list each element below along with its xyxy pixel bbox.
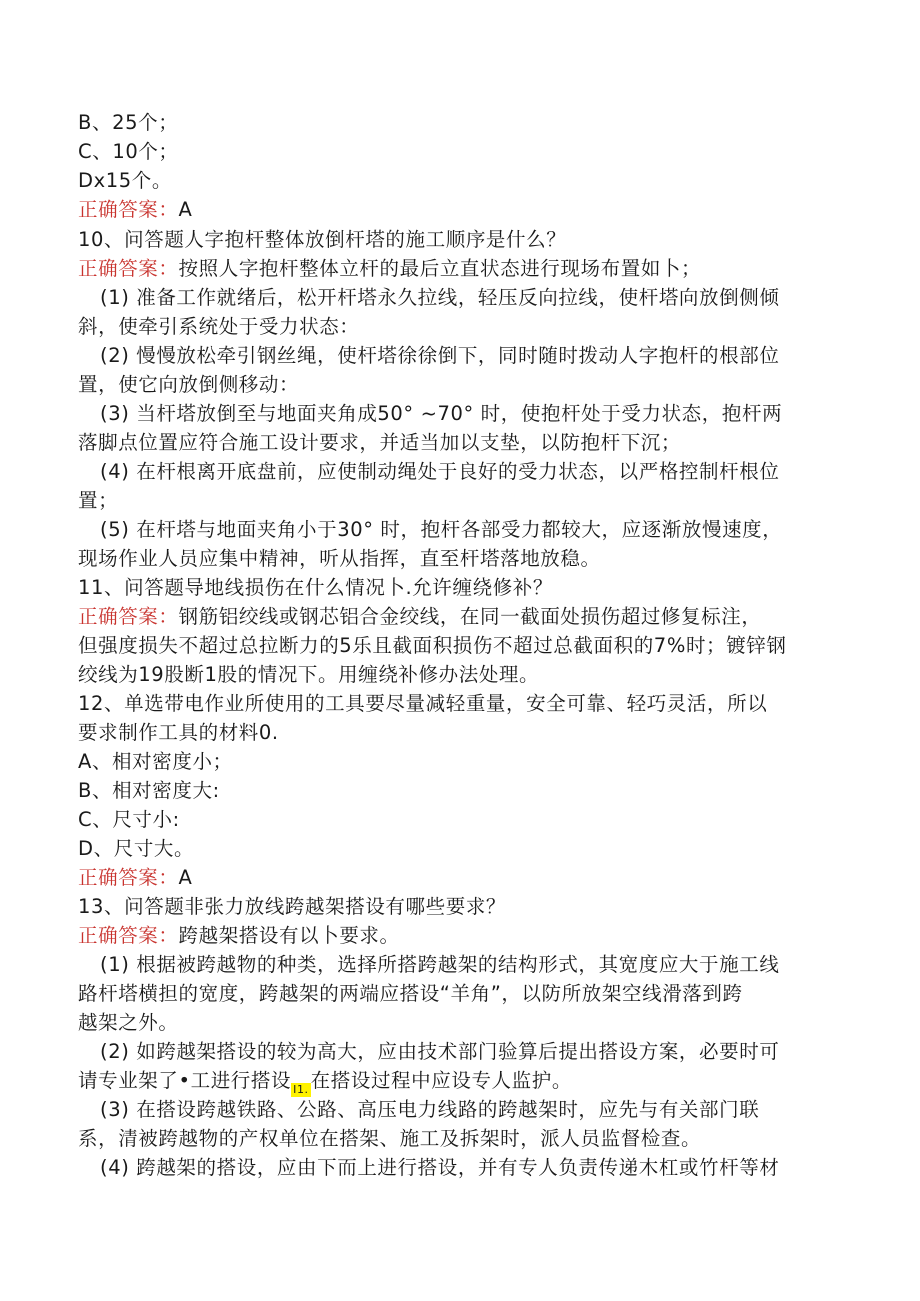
answer-step: (5) 在杆塔与地面夹角小于30° 时，抱杆各部受力都较大，应逐渐放慢速度， xyxy=(100,518,783,541)
answer-continuation: 置，使它向放倒侧移动： xyxy=(78,373,300,396)
answer-step: (1) 根据被跨越物的种类，选择所搭跨越架的结构形式，其宽度应大于施工线 xyxy=(100,953,780,976)
answer-line xyxy=(78,603,761,631)
answer-text: 按照人字抱杆整体立杆的最后立直状态进行现场布置如卜； xyxy=(178,257,702,280)
answer-continuation xyxy=(78,1067,572,1095)
answer-continuation: 斜，使牵引系统处于受力状态： xyxy=(78,315,360,338)
answer-continuation: 绞线为19股断1股的情况下。用缠绕补修办法处理。 xyxy=(78,663,540,686)
answer-step: (4) 跨越架的搭设，应由下而上进行搭设，并有专人负责传递木杠或竹杆等材 xyxy=(100,1156,780,1179)
answer-step: (4) 在杆根离开底盘前，应使制动绳处于良好的受力状态，以严格控制杆根位 xyxy=(100,460,780,483)
answer-continuation: 路杆塔横担的宽度，跨越架的两端应搭设“羊角”，以防所放架空线滑落到跨 xyxy=(78,982,743,1005)
answer-step: (2) 慢慢放松牵引钢丝绳，使杆塔徐徐倒下，同时随时拨动人字抱杆的根部位 xyxy=(100,344,780,367)
option-c: C、尺寸小: xyxy=(78,808,180,831)
option-d: Dx15个。 xyxy=(78,169,172,192)
option-c: C、10个； xyxy=(78,140,179,163)
answer-continuation: 但强度损失不超过总拉断力的5乐且截面积损伤不超过总截面积的7%时；镀锌钢 xyxy=(78,634,787,657)
option-b: B、25个； xyxy=(78,111,179,134)
answer-text: A xyxy=(178,866,193,889)
answer-step: (2) 如跨越架搭设的较为高大，应由技术部门验算后提出搭设方案，必要时可 xyxy=(100,1040,780,1063)
option-d: D、尺寸大。 xyxy=(78,837,195,860)
answer-continuation: 现场作业人员应集中精神，听从指挥，直至杆塔落地放稳。 xyxy=(78,547,601,570)
option-b: B、相对密度大: xyxy=(78,779,220,802)
question-10: 10、问答题人字抱杆整体放倒杆塔的施工顺序是什么？ xyxy=(78,228,567,251)
answer-continuation: 落脚点位置应符合施工设计要求，并适当加以支垫，以防抱杆下沉； xyxy=(78,431,682,454)
answer-label: 正确答案： xyxy=(78,257,179,280)
question-12: 12、单选带电作业所使用的工具要尽量减轻重量，安全可靠、轻巧灵活，所以 xyxy=(78,692,768,715)
option-a: A、相对密度小； xyxy=(78,750,233,773)
answer-text: 钢筋铝绞线或钢芯铝合金绞线，在同一截面处损伤超过修复标注， xyxy=(178,605,762,628)
answer-label: 正确答案： xyxy=(78,605,179,628)
answer-text: 跨越架搭设有以卜要求。 xyxy=(178,924,400,947)
answer-line xyxy=(78,196,192,224)
answer-continuation: 系，清被跨越物的产权单位在搭架、施工及拆架时，派人员监督检查。 xyxy=(78,1127,702,1150)
answer-label: 正确答案： xyxy=(78,924,179,947)
question-13: 13、问答题非张力放线跨越架搭设有哪些要求？ xyxy=(78,895,507,918)
answer-continuation: 置； xyxy=(78,489,119,512)
question-11: 11、问答题导地线损伤在什么情况卜.允许缠绕修补？ xyxy=(78,576,554,599)
text-after-mark: 在搭设过程中应设专人监护。 xyxy=(310,1069,572,1092)
answer-step: (3) 在搭设跨越铁路、公路、高压电力线路的跨越架时，应先与有关部门联 xyxy=(100,1098,760,1121)
text-before-mark: 请专业架了•工进行搭设 xyxy=(78,1069,292,1092)
answer-step: (3) 当杆塔放倒至与地面夹角成50° ~70° 时，使抱杆处于受力状态，抱杆两 xyxy=(100,402,783,425)
answer-step: (1) 准备工作就绪后，松开杆塔永久拉线，轻压反向拉线，使杆塔向放倒侧倾 xyxy=(100,286,780,309)
answer-line xyxy=(78,864,192,892)
answer-line xyxy=(78,922,400,950)
answer-label: 正确答案： xyxy=(78,866,179,889)
question-continuation: 要求制作工具的材料0. xyxy=(78,721,279,744)
answer-label: 正确答案： xyxy=(78,198,179,221)
answer-text: A xyxy=(178,198,193,221)
highlight-mark: I1. xyxy=(293,1083,309,1096)
answer-line xyxy=(78,255,701,283)
answer-continuation: 越架之外。 xyxy=(78,1011,179,1034)
